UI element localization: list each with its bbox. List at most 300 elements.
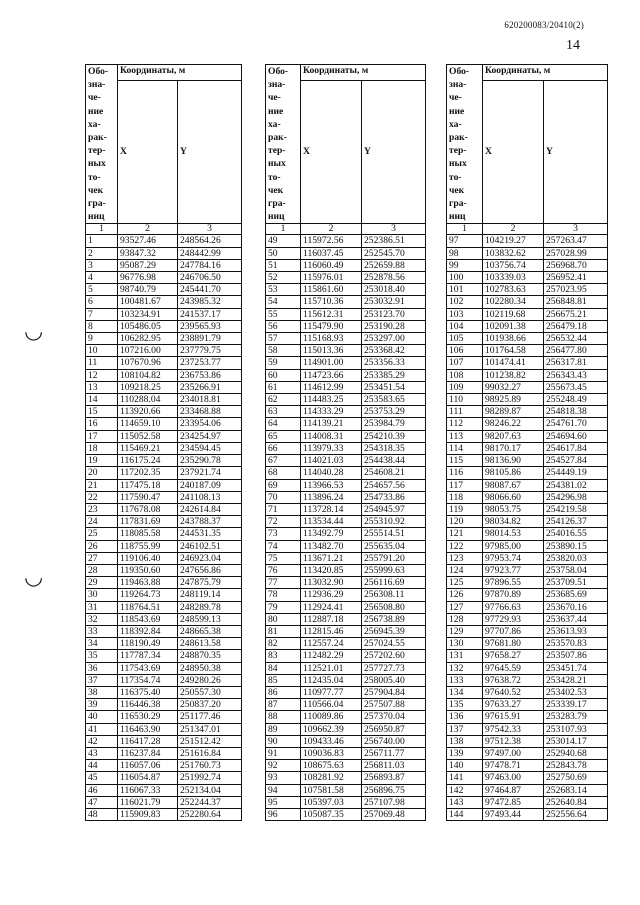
point-designation-line: рак- xyxy=(449,132,468,144)
x-coordinate: 93527.46 xyxy=(118,235,178,247)
y-coordinate: 256952.41 xyxy=(544,272,608,284)
table-row xyxy=(266,625,426,637)
x-coordinate: 108104.82 xyxy=(118,369,178,381)
x-coordinate: 97638.72 xyxy=(483,674,544,686)
x-coordinate: 114139.21 xyxy=(301,418,362,430)
table-row xyxy=(86,589,242,601)
table-row xyxy=(86,235,242,247)
table-row xyxy=(266,381,426,393)
point-number: 126 xyxy=(447,589,483,601)
point-designation-line: ниц xyxy=(449,211,466,223)
y-coordinate: 254381.02 xyxy=(544,479,608,491)
x-coordinate: 97985.00 xyxy=(483,540,544,552)
table-row xyxy=(266,686,426,698)
table-row xyxy=(266,613,426,625)
point-number: 68 xyxy=(266,467,301,479)
y-header: Y xyxy=(362,80,426,224)
point-designation-line: Обо- xyxy=(88,66,109,77)
table-row xyxy=(86,320,242,332)
point-number: 79 xyxy=(266,601,301,613)
x-coordinate: 107581.58 xyxy=(301,784,362,796)
point-number: 26 xyxy=(86,540,118,552)
y-coordinate: 256317.81 xyxy=(544,357,608,369)
x-coordinate: 98246.22 xyxy=(483,418,544,430)
table-row xyxy=(86,528,242,540)
table-row xyxy=(266,259,426,271)
x-coordinate: 110566.04 xyxy=(301,699,362,711)
x-coordinate: 113534.44 xyxy=(301,516,362,528)
binding-mark-icon: ◡ xyxy=(24,564,44,589)
x-coordinate: 102783.63 xyxy=(483,284,544,296)
point-designation-line: че- xyxy=(88,92,101,104)
x-coordinate: 97512.38 xyxy=(483,735,544,747)
point-number: 12 xyxy=(86,369,118,381)
y-coordinate: 252659.88 xyxy=(362,259,426,271)
x-coordinate: 117787.34 xyxy=(118,650,178,662)
table-row xyxy=(447,723,608,735)
y-coordinate: 254694.60 xyxy=(544,430,608,442)
point-number: 108 xyxy=(447,369,483,381)
point-number: 96 xyxy=(266,808,301,820)
point-number: 41 xyxy=(86,723,118,735)
x-coordinate: 98136.90 xyxy=(483,455,544,467)
y-coordinate: 250557.30 xyxy=(178,686,242,698)
x-coordinate: 95087.29 xyxy=(118,259,178,271)
point-number: 91 xyxy=(266,747,301,759)
point-number: 119 xyxy=(447,503,483,515)
x-coordinate: 98066.60 xyxy=(483,491,544,503)
x-coordinate: 116021.79 xyxy=(118,796,178,808)
table-row xyxy=(447,528,608,540)
point-number: 129 xyxy=(447,625,483,637)
y-coordinate: 253637.44 xyxy=(544,613,608,625)
x-coordinate: 119264.73 xyxy=(118,589,178,601)
x-coordinate: 101764.58 xyxy=(483,345,544,357)
point-number: 67 xyxy=(266,455,301,467)
point-number: 104 xyxy=(447,320,483,332)
coordinates-table-1 xyxy=(85,64,242,821)
table-row xyxy=(447,247,608,259)
point-number: 144 xyxy=(447,808,483,820)
point-number: 50 xyxy=(266,247,301,259)
y-coordinate: 237779.75 xyxy=(178,345,242,357)
point-number: 138 xyxy=(447,735,483,747)
table-row xyxy=(447,674,608,686)
x-coordinate: 105397.03 xyxy=(301,796,362,808)
point-number: 30 xyxy=(86,589,118,601)
y-coordinate: 256738.89 xyxy=(362,613,426,625)
y-coordinate: 253297.00 xyxy=(362,333,426,345)
point-designation-line: рак- xyxy=(88,132,107,144)
x-coordinate: 118392.84 xyxy=(118,625,178,637)
x-coordinate: 112521.01 xyxy=(301,662,362,674)
y-coordinate: 252843.78 xyxy=(544,760,608,772)
y-coordinate: 241537.17 xyxy=(178,308,242,320)
x-coordinate: 115013.36 xyxy=(301,345,362,357)
coordinates-header: Координаты, м xyxy=(483,65,608,81)
x-coordinate: 119106.40 xyxy=(118,552,178,564)
point-number: 75 xyxy=(266,552,301,564)
point-number: 18 xyxy=(86,442,118,454)
point-number: 141 xyxy=(447,772,483,784)
table-row xyxy=(266,528,426,540)
y-coordinate: 248665.38 xyxy=(178,625,242,637)
point-number: 120 xyxy=(447,516,483,528)
table-row xyxy=(86,516,242,528)
y-coordinate: 253368.42 xyxy=(362,345,426,357)
point-designation-line: ха- xyxy=(449,118,462,130)
y-coordinate: 256945.39 xyxy=(362,625,426,637)
point-number: 71 xyxy=(266,503,301,515)
table-row xyxy=(447,308,608,320)
y-coordinate: 253402.53 xyxy=(544,686,608,698)
table-row xyxy=(86,686,242,698)
table-row xyxy=(266,808,426,820)
table-row xyxy=(266,662,426,674)
y-coordinate: 256968.70 xyxy=(544,259,608,271)
table-row xyxy=(266,333,426,345)
y-coordinate: 254617.84 xyxy=(544,442,608,454)
table-row xyxy=(86,735,242,747)
table-row xyxy=(447,259,608,271)
y-coordinate: 234018.81 xyxy=(178,394,242,406)
point-number: 39 xyxy=(86,699,118,711)
x-coordinate: 118764.51 xyxy=(118,601,178,613)
table-row xyxy=(447,760,608,772)
x-coordinate: 97478.71 xyxy=(483,760,544,772)
y-coordinate: 255791.20 xyxy=(362,552,426,564)
table-row xyxy=(266,394,426,406)
table-row xyxy=(266,784,426,796)
point-designation-line: зна- xyxy=(449,79,467,91)
y-coordinate: 256675.21 xyxy=(544,308,608,320)
point-number: 15 xyxy=(86,406,118,418)
y-coordinate: 251177.46 xyxy=(178,711,242,723)
y-coordinate: 255999.63 xyxy=(362,564,426,576)
point-designation-line: ных xyxy=(449,158,467,170)
table-row xyxy=(86,540,242,552)
point-designation-line: чек xyxy=(449,184,465,196)
x-coordinate: 98034.82 xyxy=(483,516,544,528)
table-row xyxy=(447,552,608,564)
x-coordinate: 101938.66 xyxy=(483,333,544,345)
table-row xyxy=(266,516,426,528)
point-number: 14 xyxy=(86,394,118,406)
y-coordinate: 254126.37 xyxy=(544,516,608,528)
point-designation-line: тер- xyxy=(88,145,106,157)
y-coordinate: 236753.86 xyxy=(178,369,242,381)
y-coordinate: 237253.77 xyxy=(178,357,242,369)
y-coordinate: 257107.98 xyxy=(362,796,426,808)
y-coordinate: 253123.70 xyxy=(362,308,426,320)
y-coordinate: 254761.70 xyxy=(544,418,608,430)
coordinates-header: Координаты, м xyxy=(118,65,242,81)
x-coordinate: 102119.68 xyxy=(483,308,544,320)
table-row xyxy=(447,772,608,784)
x-coordinate: 110089.86 xyxy=(301,711,362,723)
point-designation-line: ха- xyxy=(88,118,101,130)
y-coordinate: 254657.56 xyxy=(362,479,426,491)
table-row xyxy=(447,589,608,601)
y-coordinate: 234254.97 xyxy=(178,430,242,442)
table-row xyxy=(447,406,608,418)
y-coordinate: 254527.84 xyxy=(544,455,608,467)
x-coordinate: 108281.92 xyxy=(301,772,362,784)
point-number: 9 xyxy=(86,333,118,345)
table-row xyxy=(86,674,242,686)
x-coordinate: 97633.27 xyxy=(483,699,544,711)
y-coordinate: 256477.80 xyxy=(544,345,608,357)
x-coordinate: 113920.66 xyxy=(118,406,178,418)
point-number: 139 xyxy=(447,747,483,759)
table-row xyxy=(266,772,426,784)
x-coordinate: 116037.45 xyxy=(301,247,362,259)
table-row xyxy=(86,296,242,308)
point-number: 118 xyxy=(447,491,483,503)
x-coordinate: 97681.80 xyxy=(483,638,544,650)
point-number: 74 xyxy=(266,540,301,552)
table-row xyxy=(86,503,242,515)
y-coordinate: 253709.51 xyxy=(544,577,608,589)
y-coordinate: 256893.87 xyxy=(362,772,426,784)
point-number: 78 xyxy=(266,589,301,601)
x-header: X xyxy=(118,80,178,224)
table-row xyxy=(447,479,608,491)
table-row xyxy=(86,723,242,735)
y-coordinate: 253032.91 xyxy=(362,296,426,308)
x-coordinate: 113728.14 xyxy=(301,503,362,515)
x-coordinate: 116060.49 xyxy=(301,259,362,271)
point-number: 90 xyxy=(266,735,301,747)
point-number: 23 xyxy=(86,503,118,515)
point-number: 100 xyxy=(447,272,483,284)
x-coordinate: 112887.18 xyxy=(301,613,362,625)
x-coordinate: 97645.59 xyxy=(483,662,544,674)
x-coordinate: 98925.89 xyxy=(483,394,544,406)
x-coordinate: 114612.99 xyxy=(301,381,362,393)
table-row xyxy=(86,357,242,369)
point-number: 85 xyxy=(266,674,301,686)
table-row xyxy=(266,442,426,454)
x-coordinate: 113420.85 xyxy=(301,564,362,576)
point-number: 28 xyxy=(86,564,118,576)
y-coordinate: 246923.04 xyxy=(178,552,242,564)
x-coordinate: 112482.29 xyxy=(301,650,362,662)
y-coordinate: 257069.48 xyxy=(362,808,426,820)
point-number: 55 xyxy=(266,308,301,320)
y-coordinate: 246706.50 xyxy=(178,272,242,284)
table-row xyxy=(447,808,608,820)
point-number: 25 xyxy=(86,528,118,540)
point-designation-header xyxy=(266,65,301,224)
table-row xyxy=(86,711,242,723)
table-row xyxy=(266,735,426,747)
x-coordinate: 115861.60 xyxy=(301,284,362,296)
x-coordinate: 113671.21 xyxy=(301,552,362,564)
table-row xyxy=(266,564,426,576)
point-designation-line: ниц xyxy=(268,211,285,223)
table-row xyxy=(266,552,426,564)
point-designation-line: гра- xyxy=(449,198,467,210)
point-number: 52 xyxy=(266,272,301,284)
table-row xyxy=(266,589,426,601)
table-row xyxy=(447,381,608,393)
table-row xyxy=(266,455,426,467)
point-number: 36 xyxy=(86,662,118,674)
x-coordinate: 117354.74 xyxy=(118,674,178,686)
table-row xyxy=(447,333,608,345)
y-coordinate: 248950.38 xyxy=(178,662,242,674)
x-coordinate: 114333.29 xyxy=(301,406,362,418)
point-number: 117 xyxy=(447,479,483,491)
table-row xyxy=(266,760,426,772)
y-coordinate: 256508.80 xyxy=(362,601,426,613)
x-header: X xyxy=(483,80,544,224)
x-coordinate: 114723.66 xyxy=(301,369,362,381)
table-row xyxy=(266,711,426,723)
table-row xyxy=(86,747,242,759)
point-number: 40 xyxy=(86,711,118,723)
table-row xyxy=(86,345,242,357)
table-row xyxy=(266,320,426,332)
table-row xyxy=(86,491,242,503)
y-coordinate: 254318.35 xyxy=(362,442,426,454)
coordinates-table-2 xyxy=(265,64,426,821)
column-number: 3 xyxy=(362,224,426,235)
y-coordinate: 252244.37 xyxy=(178,796,242,808)
table-row xyxy=(86,662,242,674)
y-coordinate: 245441.70 xyxy=(178,284,242,296)
x-coordinate: 115909.83 xyxy=(118,808,178,820)
y-coordinate: 257263.47 xyxy=(544,235,608,247)
y-coordinate: 252940.68 xyxy=(544,747,608,759)
y-coordinate: 239565.93 xyxy=(178,320,242,332)
column-number: 2 xyxy=(483,224,544,235)
point-number: 47 xyxy=(86,796,118,808)
table-row xyxy=(266,638,426,650)
point-number: 35 xyxy=(86,650,118,662)
x-coordinate: 103234.91 xyxy=(118,308,178,320)
table-row xyxy=(447,430,608,442)
point-designation-line: гра- xyxy=(268,198,286,210)
point-designation-line: тер- xyxy=(449,145,467,157)
point-designation-line: чек xyxy=(268,184,284,196)
y-coordinate: 253356.33 xyxy=(362,357,426,369)
y-coordinate: 254438.44 xyxy=(362,455,426,467)
x-coordinate: 116237.84 xyxy=(118,747,178,759)
y-coordinate: 254608.21 xyxy=(362,467,426,479)
table-row xyxy=(266,577,426,589)
x-coordinate: 104219.27 xyxy=(483,235,544,247)
table-row xyxy=(86,601,242,613)
table-row xyxy=(447,296,608,308)
x-coordinate: 116530.29 xyxy=(118,711,178,723)
y-coordinate: 241108.13 xyxy=(178,491,242,503)
point-designation-line: Обо- xyxy=(449,66,470,77)
point-number: 7 xyxy=(86,308,118,320)
y-coordinate: 257507.88 xyxy=(362,699,426,711)
table-row xyxy=(86,308,242,320)
table-row xyxy=(266,296,426,308)
point-number: 43 xyxy=(86,747,118,759)
y-coordinate: 256308.11 xyxy=(362,589,426,601)
table-row xyxy=(266,284,426,296)
point-number: 56 xyxy=(266,320,301,332)
x-coordinate: 98289.87 xyxy=(483,406,544,418)
point-designation-line: то- xyxy=(449,171,462,183)
point-number: 13 xyxy=(86,381,118,393)
point-designation-line: ных xyxy=(88,158,106,170)
point-number: 92 xyxy=(266,760,301,772)
x-coordinate: 109218.25 xyxy=(118,381,178,393)
point-number: 45 xyxy=(86,772,118,784)
y-coordinate: 252683.14 xyxy=(544,784,608,796)
point-number: 81 xyxy=(266,625,301,637)
column-number: 2 xyxy=(118,224,178,235)
y-coordinate: 248613.58 xyxy=(178,638,242,650)
table-row xyxy=(447,455,608,467)
x-coordinate: 117831.69 xyxy=(118,516,178,528)
point-number: 17 xyxy=(86,430,118,442)
point-number: 93 xyxy=(266,772,301,784)
y-coordinate: 255635.04 xyxy=(362,540,426,552)
table-row xyxy=(86,638,242,650)
table-row xyxy=(86,613,242,625)
y-coordinate: 252640.84 xyxy=(544,796,608,808)
document-number: 620200083/20410(2) xyxy=(504,20,584,30)
table-row xyxy=(447,491,608,503)
point-number: 103 xyxy=(447,308,483,320)
point-number: 66 xyxy=(266,442,301,454)
y-coordinate: 256896.75 xyxy=(362,784,426,796)
point-designation-line: ха- xyxy=(268,118,281,130)
table-row xyxy=(447,564,608,576)
x-coordinate: 101474.41 xyxy=(483,357,544,369)
x-coordinate: 118543.69 xyxy=(118,613,178,625)
table-row xyxy=(447,577,608,589)
y-coordinate: 234594.45 xyxy=(178,442,242,454)
x-coordinate: 115052.58 xyxy=(118,430,178,442)
point-number: 19 xyxy=(86,455,118,467)
point-designation-line: гра- xyxy=(88,198,106,210)
y-coordinate: 256740.00 xyxy=(362,735,426,747)
table-row xyxy=(266,747,426,759)
y-coordinate: 235266.91 xyxy=(178,381,242,393)
y-coordinate: 256711.77 xyxy=(362,747,426,759)
point-designation-line: то- xyxy=(268,171,281,183)
x-coordinate: 116463.90 xyxy=(118,723,178,735)
x-coordinate: 110288.04 xyxy=(118,394,178,406)
y-coordinate: 253613.93 xyxy=(544,625,608,637)
y-coordinate: 247875.79 xyxy=(178,577,242,589)
x-coordinate: 108675.63 xyxy=(301,760,362,772)
x-coordinate: 114008.31 xyxy=(301,430,362,442)
y-coordinate: 252750.69 xyxy=(544,772,608,784)
table-row xyxy=(266,369,426,381)
y-coordinate: 248870.35 xyxy=(178,650,242,662)
table-row xyxy=(447,357,608,369)
table-row xyxy=(86,284,242,296)
point-number: 121 xyxy=(447,528,483,540)
table-row xyxy=(447,747,608,759)
table-row xyxy=(86,784,242,796)
x-coordinate: 97472.85 xyxy=(483,796,544,808)
point-designation-line: чек xyxy=(88,184,104,196)
x-coordinate: 98207.63 xyxy=(483,430,544,442)
y-coordinate: 253339.17 xyxy=(544,699,608,711)
point-number: 33 xyxy=(86,625,118,637)
table-row xyxy=(447,638,608,650)
